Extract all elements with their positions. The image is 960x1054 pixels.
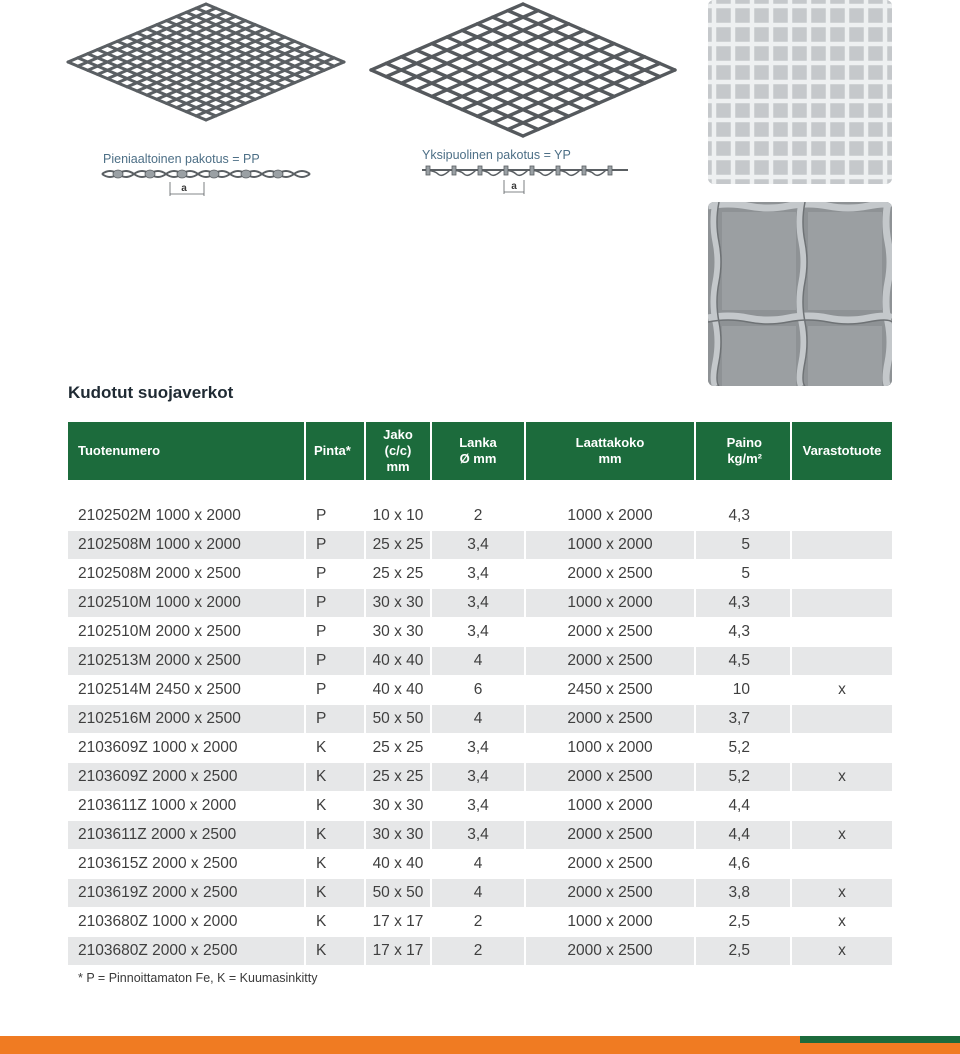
- cell-varasto: x: [792, 676, 892, 705]
- cell-paino: 10: [696, 676, 792, 705]
- cell-product: 2103611Z 1000 x 2000: [68, 792, 306, 821]
- cell-lanka: 4: [432, 705, 526, 734]
- cell-product: 2102514M 2450 x 2500: [68, 676, 306, 705]
- header-laatta-line1: Laattakoko: [575, 435, 645, 450]
- cell-laatta: 1000 x 2000: [526, 908, 696, 937]
- cell-lanka: 3,4: [432, 792, 526, 821]
- cell-laatta: 1000 x 2000: [526, 734, 696, 763]
- cell-pinta: K: [306, 908, 366, 937]
- cell-jako: 25 x 25: [366, 763, 432, 792]
- cell-lanka: 3,4: [432, 531, 526, 560]
- cell-pinta: K: [306, 821, 366, 850]
- cell-jako: 40 x 40: [366, 647, 432, 676]
- cell-lanka: 3,4: [432, 618, 526, 647]
- cell-laatta: 2000 x 2500: [526, 705, 696, 734]
- cell-varasto: [792, 647, 892, 676]
- cell-lanka: 2: [432, 502, 526, 531]
- cell-pinta: P: [306, 502, 366, 531]
- cell-paino: 4,3: [696, 618, 792, 647]
- cell-paino: 5,2: [696, 734, 792, 763]
- cell-product: 2103611Z 2000 x 2500: [68, 821, 306, 850]
- cell-jako: 10 x 10: [366, 502, 432, 531]
- cell-lanka: 2: [432, 937, 526, 966]
- cell-pinta: K: [306, 937, 366, 966]
- cell-laatta: 2000 x 2500: [526, 879, 696, 908]
- cell-jako: 30 x 30: [366, 821, 432, 850]
- table-row: [68, 763, 892, 792]
- cell-lanka: 3,4: [432, 763, 526, 792]
- cell-jako: 25 x 25: [366, 531, 432, 560]
- cell-varasto: [792, 792, 892, 821]
- cell-paino: 4,5: [696, 647, 792, 676]
- cell-laatta: 2000 x 2500: [526, 821, 696, 850]
- header-laatta: [526, 422, 696, 480]
- cell-product: 2102513M 2000 x 2500: [68, 647, 306, 676]
- header-paino-line2: kg/m²: [727, 451, 762, 466]
- table-row: [68, 850, 892, 879]
- cell-paino: 5: [696, 560, 792, 589]
- pp-dim-label: a: [181, 183, 187, 194]
- header-pinta: Pinta*: [306, 422, 366, 480]
- cell-varasto: [792, 618, 892, 647]
- header-jako-line1: Jako (c/c): [383, 427, 413, 458]
- cell-jako: 50 x 50: [366, 879, 432, 908]
- table-row: [68, 879, 892, 908]
- cell-jako: 17 x 17: [366, 937, 432, 966]
- cell-varasto: x: [792, 937, 892, 966]
- cell-pinta: P: [306, 647, 366, 676]
- cell-laatta: 2000 x 2500: [526, 647, 696, 676]
- cell-jako: 25 x 25: [366, 734, 432, 763]
- cell-pinta: P: [306, 589, 366, 618]
- footnote: * P = Pinnoittamaton Fe, K = Kuumasinkitty: [78, 971, 318, 985]
- yp-profile-diagram: [420, 162, 630, 198]
- cell-jako: 50 x 50: [366, 705, 432, 734]
- cell-laatta: 1000 x 2000: [526, 531, 696, 560]
- cell-lanka: 2: [432, 908, 526, 937]
- cell-pinta: P: [306, 618, 366, 647]
- product-table: [68, 422, 892, 966]
- cell-varasto: [792, 502, 892, 531]
- page-title: Kudotut suojaverkot: [68, 383, 234, 402]
- cell-product: 2103680Z 2000 x 2500: [68, 937, 306, 966]
- cell-product: 2103609Z 1000 x 2000: [68, 734, 306, 763]
- pp-profile-diagram: [100, 166, 312, 200]
- cell-varasto: x: [792, 879, 892, 908]
- header-paino-line1: Paino: [726, 435, 762, 450]
- cell-paino: 2,5: [696, 908, 792, 937]
- cell-varasto: x: [792, 821, 892, 850]
- cell-laatta: 2450 x 2500: [526, 676, 696, 705]
- cell-jako: 30 x 30: [366, 589, 432, 618]
- cell-jako: 30 x 30: [366, 792, 432, 821]
- header-jako: [366, 422, 432, 480]
- cell-product: 2103609Z 2000 x 2500: [68, 763, 306, 792]
- cell-varasto: [792, 734, 892, 763]
- coarse-mesh-photo: [708, 202, 892, 386]
- cell-jako: 30 x 30: [366, 618, 432, 647]
- cell-lanka: 3,4: [432, 589, 526, 618]
- cell-laatta: 2000 x 2500: [526, 560, 696, 589]
- cell-paino: 3,8: [696, 879, 792, 908]
- cell-laatta: 2000 x 2500: [526, 850, 696, 879]
- cell-pinta: P: [306, 705, 366, 734]
- cell-lanka: 4: [432, 879, 526, 908]
- header-lanka: [432, 422, 526, 480]
- table-row: [68, 821, 892, 850]
- header-laatta-line2: mm: [598, 451, 622, 466]
- table-row: [68, 937, 892, 966]
- cell-pinta: P: [306, 676, 366, 705]
- table-row: [68, 531, 892, 560]
- table-row: [68, 676, 892, 705]
- table-row: [68, 908, 892, 937]
- cell-varasto: [792, 705, 892, 734]
- pp-caption: Pieniaaltoinen pakotus = PP: [103, 152, 260, 166]
- cell-lanka: 3,4: [432, 560, 526, 589]
- cell-lanka: 3,4: [432, 821, 526, 850]
- footer-orange-bar: [0, 1036, 800, 1043]
- cell-lanka: 4: [432, 647, 526, 676]
- cell-product: 2102510M 1000 x 2000: [68, 589, 306, 618]
- cell-pinta: K: [306, 763, 366, 792]
- fine-mesh-photo: [708, 0, 892, 184]
- cell-paino: 3,7: [696, 705, 792, 734]
- cell-pinta: K: [306, 734, 366, 763]
- cell-laatta: 1000 x 2000: [526, 792, 696, 821]
- cell-product: 2102516M 2000 x 2500: [68, 705, 306, 734]
- cell-paino: 2,5: [696, 937, 792, 966]
- yp-dim-label: a: [511, 181, 517, 192]
- cell-product: 2102508M 1000 x 2000: [68, 531, 306, 560]
- header-product: Tuotenumero: [68, 422, 306, 480]
- cell-varasto: x: [792, 763, 892, 792]
- cell-pinta: P: [306, 560, 366, 589]
- cell-jako: 40 x 40: [366, 676, 432, 705]
- yp-caption: Yksipuolinen pakotus = YP: [422, 148, 571, 162]
- cell-product: 2103619Z 2000 x 2500: [68, 879, 306, 908]
- table-row: [68, 618, 892, 647]
- cell-pinta: K: [306, 850, 366, 879]
- cell-paino: 4,3: [696, 502, 792, 531]
- cell-varasto: [792, 560, 892, 589]
- pp-mesh-illustration: [66, 2, 346, 122]
- cell-laatta: 1000 x 2000: [526, 589, 696, 618]
- cell-varasto: [792, 850, 892, 879]
- cell-product: 2103680Z 1000 x 2000: [68, 908, 306, 937]
- cell-lanka: 3,4: [432, 734, 526, 763]
- yp-mesh-illustration: [368, 2, 678, 138]
- table-row: [68, 647, 892, 676]
- cell-lanka: 6: [432, 676, 526, 705]
- cell-varasto: [792, 531, 892, 560]
- cell-paino: 5: [696, 531, 792, 560]
- cell-product: 2102510M 2000 x 2500: [68, 618, 306, 647]
- cell-jako: 17 x 17: [366, 908, 432, 937]
- cell-product: 2103615Z 2000 x 2500: [68, 850, 306, 879]
- cell-paino: 4,4: [696, 792, 792, 821]
- header-jako-line2: mm: [386, 459, 410, 474]
- footer-orange-strip: [0, 1043, 960, 1054]
- cell-laatta: 2000 x 2500: [526, 618, 696, 647]
- cell-varasto: x: [792, 908, 892, 937]
- cell-paino: 4,6: [696, 850, 792, 879]
- header-lanka-line2: Ø mm: [459, 451, 497, 466]
- cell-laatta: 1000 x 2000: [526, 502, 696, 531]
- cell-product: 2102508M 2000 x 2500: [68, 560, 306, 589]
- cell-pinta: K: [306, 879, 366, 908]
- table-row: [68, 734, 892, 763]
- header-varasto: Varastotuote: [792, 422, 892, 480]
- cell-jako: 25 x 25: [366, 560, 432, 589]
- table-header-row: [68, 422, 892, 480]
- cell-pinta: P: [306, 531, 366, 560]
- cell-paino: 5,2: [696, 763, 792, 792]
- cell-laatta: 2000 x 2500: [526, 763, 696, 792]
- table-row: [68, 792, 892, 821]
- cell-jako: 40 x 40: [366, 850, 432, 879]
- cell-paino: 4,4: [696, 821, 792, 850]
- table-row: [68, 502, 892, 531]
- header-paino: [696, 422, 792, 480]
- header-lanka-line1: Lanka: [459, 435, 497, 450]
- cell-product: 2102502M 1000 x 2000: [68, 502, 306, 531]
- table-row: [68, 589, 892, 618]
- cell-paino: 4,3: [696, 589, 792, 618]
- cell-pinta: K: [306, 792, 366, 821]
- table-row: [68, 560, 892, 589]
- cell-varasto: [792, 589, 892, 618]
- cell-laatta: 2000 x 2500: [526, 937, 696, 966]
- cell-lanka: 4: [432, 850, 526, 879]
- table-row: [68, 705, 892, 734]
